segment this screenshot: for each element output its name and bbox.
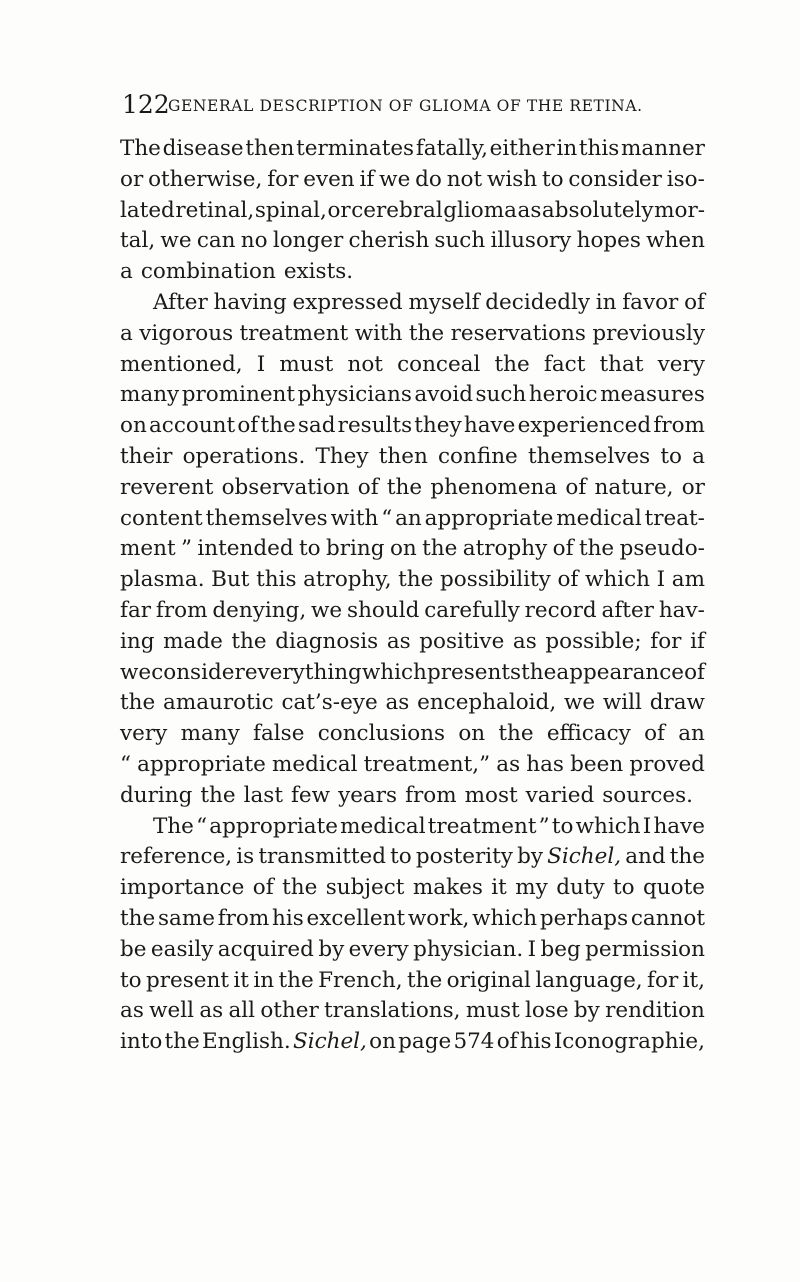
running-head <box>122 90 712 120</box>
text-line: tal, we can no longer cherish such illusory hopes when <box>120 228 705 254</box>
text-line: The “ appropriate medical treatment ” to which I have <box>153 813 705 839</box>
text-line: be easily acquired by every physician. I beg permission <box>120 936 705 962</box>
text-line: reference, is transmitted to posterity by Sichel, and the <box>120 844 705 870</box>
text-line: ment ” intended to bring on the atrophy of the pseudo- <box>120 536 705 562</box>
body-text <box>120 134 705 1058</box>
page-number: 122 <box>122 90 170 119</box>
text-line: the amaurotic cat’s-eye as encephaloid, we will draw <box>120 690 705 716</box>
text-line: we consider everything which presents the appearance of <box>120 659 705 685</box>
text-line: as well as all other translations, must lose by rendition <box>120 998 705 1024</box>
text-line: “ appropriate medical treatment,” as has been proved <box>120 751 705 777</box>
running-title: GENERAL DESCRIPTION OF GLIOMA OF THE RETINA. <box>168 97 643 115</box>
text-line: the same from his excellent work, which perhaps cannot <box>120 905 705 931</box>
text-line: mentioned, I must not conceal the fact that very <box>120 351 705 377</box>
text-line: far from denying, we should carefully record after hav- <box>120 597 705 623</box>
text-line: or otherwise, for even if we do not wish to consider iso- <box>120 166 705 192</box>
text-line: The disease then terminates fatally, either in this manner <box>120 136 705 161</box>
text-line: many prominent physicians avoid such heroic measures <box>120 382 705 408</box>
text-line: lated retinal, spinal, or cerebral glioma as absolutely mor- <box>120 197 705 223</box>
text-line: After having expressed myself decidedly in favor of <box>153 289 705 315</box>
text-line: reverent observation of the phenomena of nature, or <box>120 474 705 500</box>
text-line: into the English. Sichel, on page 574 of his Iconographie, <box>120 1029 705 1055</box>
text-line: importance of the subject makes it my duty to quote <box>120 875 705 901</box>
text-line: content themselves with “ an appropriate medical treat- <box>120 505 705 531</box>
text-line: a combination exists. <box>120 259 354 285</box>
text-line: a vigorous treatment with the reservations previously <box>120 320 705 346</box>
text-line: to present it in the French, the original language, for it, <box>120 967 705 993</box>
text-line: plasma. But this atrophy, the possibility of which I am <box>120 567 705 593</box>
text-line: ing made the diagnosis as positive as possible; for if <box>120 628 705 654</box>
text-line: very many false conclusions on the efficacy of an <box>120 721 705 747</box>
text-line: during the last few years from most varied sources. <box>120 782 694 808</box>
text-line: their operations. They then confine themselves to a <box>120 443 705 469</box>
text-line: on account of the sad results they have experienced from <box>120 413 705 439</box>
